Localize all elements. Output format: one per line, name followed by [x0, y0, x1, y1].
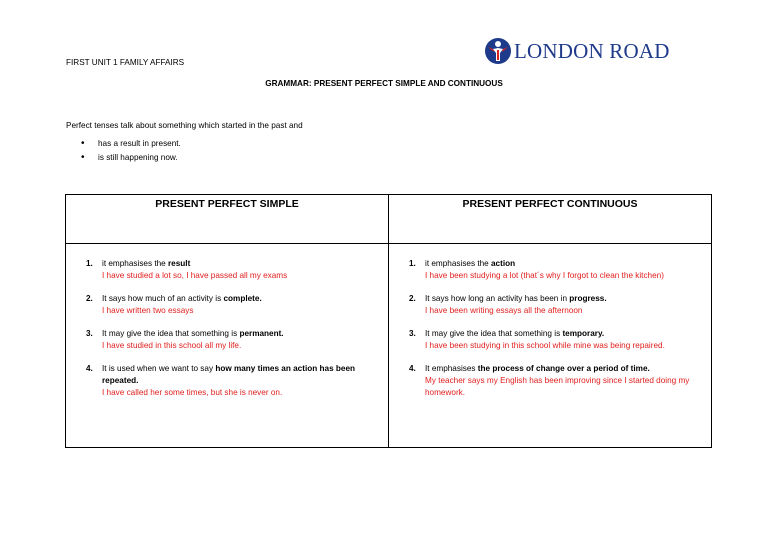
point-emphasis: the process of change over a period of time.	[477, 364, 650, 373]
continuous-column	[389, 244, 712, 448]
point-number: 1.	[86, 259, 93, 268]
point-emphasis: action	[491, 259, 516, 268]
point-item	[86, 293, 388, 317]
point-text: It says how much of an activity is	[102, 294, 224, 303]
point-text: It emphasises	[425, 364, 478, 373]
point-emphasis: complete.	[223, 294, 262, 303]
point-example: I have been writing essays all the afternoon	[425, 306, 583, 315]
point-text: It says how long an activity has been in	[425, 294, 570, 303]
point-item	[409, 363, 711, 399]
point-item	[409, 328, 711, 352]
point-item	[86, 363, 388, 399]
intro-bullet: • is still happening now.	[66, 151, 181, 165]
point-item	[86, 328, 388, 352]
simple-points-list	[66, 258, 388, 399]
logo-figure-icon	[484, 37, 512, 65]
point-text: it emphasises the	[425, 259, 491, 268]
point-number: 3.	[409, 329, 416, 338]
point-example: I have called her some times, but she is never on.	[102, 388, 283, 397]
point-example: I have been studying in this school while mine was being repaired.	[425, 341, 665, 350]
header-present-perfect-simple: PRESENT PERFECT SIMPLE	[66, 195, 389, 244]
point-text: It may give the idea that something is	[425, 329, 563, 338]
point-text: it emphasises the	[102, 259, 168, 268]
point-emphasis: result	[168, 259, 191, 268]
simple-column	[66, 244, 389, 448]
london-road-logo	[484, 36, 670, 66]
point-number: 4.	[409, 364, 416, 373]
logo-text: LONDON ROAD	[514, 38, 670, 63]
header-present-perfect-continuous: PRESENT PERFECT CONTINUOUS	[389, 195, 712, 244]
point-text: It may give the idea that something is	[102, 329, 240, 338]
point-emphasis: how many times an action has been repeated.	[102, 364, 356, 385]
comparison-table	[65, 194, 712, 448]
point-item	[86, 258, 388, 282]
page-title: GRAMMAR: PRESENT PERFECT SIMPLE AND CONTINUOUS	[265, 79, 503, 88]
point-emphasis: permanent.	[239, 329, 284, 338]
point-number: 3.	[86, 329, 93, 338]
point-emphasis: progress.	[569, 294, 607, 303]
point-example: I have been studying a lot (that´s why I forgot to clean the kitchen)	[425, 271, 664, 280]
point-number: 1.	[409, 259, 416, 268]
point-item	[409, 258, 711, 282]
point-example: I have studied in this school all my life.	[102, 341, 242, 350]
point-item	[409, 293, 711, 317]
unit-label: FIRST UNIT 1 FAMILY AFFAIRS	[66, 58, 185, 67]
point-example: I have written two essays	[102, 306, 194, 315]
intro-bullet: • has a result in present.	[66, 137, 181, 151]
point-example: My teacher says my English has been improving since I started doing my homework.	[425, 376, 690, 397]
continuous-points-list	[389, 258, 711, 399]
point-text: It is used when we want to say	[102, 364, 216, 373]
intro-text: Perfect tenses talk about something which started in the past and	[66, 121, 303, 130]
point-number: 2.	[409, 294, 416, 303]
point-emphasis: temporary.	[562, 329, 605, 338]
intro-bullet-list	[66, 137, 181, 165]
point-example: I have studied a lot so, I have passed all my exams	[102, 271, 288, 280]
point-number: 2.	[86, 294, 93, 303]
point-number: 4.	[86, 364, 93, 373]
